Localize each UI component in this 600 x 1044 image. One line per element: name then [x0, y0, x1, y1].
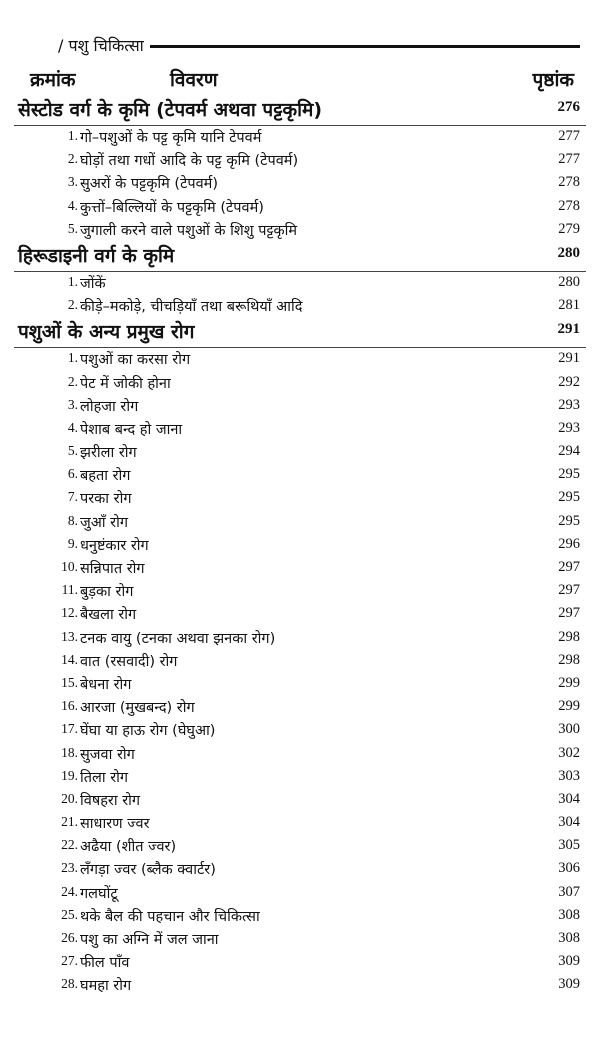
toc-entry [0, 464, 600, 487]
entry-page-number: 297 [558, 582, 580, 599]
entry-page-number: 293 [558, 396, 580, 413]
toc-entry [0, 928, 600, 951]
entry-number: 16. [61, 698, 78, 714]
toc-section [0, 318, 600, 997]
section-heading-row [0, 318, 600, 348]
entry-title: वात (रसवादी) रोग [80, 653, 178, 670]
entry-page-number: 296 [558, 535, 580, 552]
entry-page-number: 277 [558, 151, 580, 168]
entry-title: घोड़ों तथा गधों आदि के पट्ट कृमि (टेपवर्म) [80, 153, 299, 170]
toc-entry [0, 272, 600, 295]
section-heading-row [0, 96, 600, 126]
entry-number: 12. [61, 605, 78, 621]
toc-entry [0, 882, 600, 905]
toc-entry [0, 126, 600, 149]
running-header [58, 32, 580, 58]
entry-number: 5. [67, 443, 78, 459]
entry-title: पेशाब बन्द हो जाना [80, 421, 183, 438]
entry-page-number: 295 [558, 489, 580, 506]
entry-title: पशु का अग्नि में जल जाना [80, 932, 219, 948]
entry-number: 26. [61, 930, 78, 945]
toc-entry [0, 812, 600, 835]
entry-page-number: 295 [558, 466, 580, 483]
entry-page-number: 298 [558, 651, 580, 668]
entry-page-number: 297 [558, 559, 580, 575]
toc-entry [0, 395, 600, 418]
toc-entry [0, 974, 600, 997]
entry-title: सुअरों के पट्टकृमि (टेपवर्म) [80, 176, 219, 193]
entry-title: सुजवा रोग [80, 746, 135, 763]
entry-title: बैखला रोग [80, 607, 137, 624]
toc-entry [0, 295, 600, 318]
entry-number: 8. [67, 512, 78, 528]
toc-entry [0, 372, 600, 395]
entry-number: 14. [61, 651, 78, 667]
entry-page-number: 292 [558, 373, 580, 390]
entry-title: तिला रोग [80, 769, 129, 786]
entry-number: 3. [67, 174, 78, 190]
entry-title: धनुष्टंकार रोग [80, 537, 149, 554]
entry-title: लँगड़ा ज्वर (ब्लैक क्वार्टर) [80, 862, 216, 879]
entry-number: 13. [61, 628, 78, 644]
entry-number: 23. [61, 860, 78, 876]
entry-number: 2. [67, 151, 78, 167]
entry-page-number: 281 [558, 297, 580, 314]
toc-entry [0, 196, 600, 219]
toc-entry [0, 650, 600, 673]
toc-entry [0, 719, 600, 742]
entry-page-number: 294 [558, 443, 580, 460]
toc-entry [0, 149, 600, 172]
entry-number: 20. [61, 790, 78, 806]
entry-page-number: 304 [558, 790, 580, 807]
column-header-description: विवरण [170, 69, 218, 91]
entry-page-number: 298 [558, 628, 580, 645]
toc-entry [0, 487, 600, 510]
entry-page-number: 279 [558, 220, 580, 237]
toc-entry [0, 627, 600, 650]
column-header-serial: क्रमांक [30, 69, 76, 91]
section-page-number: 276 [557, 99, 580, 115]
entry-number: 24. [61, 883, 78, 899]
entry-page-number: 277 [558, 128, 580, 144]
entry-title: पेट में जोकी होना [80, 375, 171, 392]
entry-number: 2. [67, 297, 78, 313]
entry-page-number: 302 [558, 744, 580, 761]
entry-title: आरजा (मुखबन्द) रोग [80, 700, 195, 717]
toc-entry [0, 696, 600, 719]
toc-entry [0, 441, 600, 464]
entry-title: घेंघा या हाऊ रोग (घेघुआ) [80, 723, 216, 740]
toc-entry [0, 951, 600, 974]
toc-entry [0, 858, 600, 881]
toc-entry [0, 603, 600, 626]
entry-number: 1. [67, 128, 78, 143]
section-page-number: 280 [557, 244, 580, 261]
entry-number: 25. [61, 906, 78, 922]
entry-title: जुआँ रोग [80, 514, 129, 531]
entry-page-number: 305 [558, 837, 580, 854]
section-heading-row [0, 242, 600, 272]
header-rule [150, 45, 580, 48]
toc-entry [0, 418, 600, 441]
entry-number: 6. [67, 466, 78, 482]
toc-entry [0, 511, 600, 534]
entry-number: 21. [61, 814, 78, 830]
entry-number: 9. [67, 535, 78, 551]
entry-title: गो–पशुओं के पट्ट कृमि यानि टेपवर्म [80, 130, 262, 146]
entry-title: कीड़े–मकोड़े, चीचड़ियाँ तथा बरूथियाँ आदि [80, 299, 303, 316]
entry-title: साधारण ज्वर [80, 816, 150, 833]
toc-entry [0, 534, 600, 557]
entry-title: कुत्तों–बिल्लियों के पट्टकृमि (टेपवर्म) [80, 199, 264, 216]
toc-entry [0, 905, 600, 928]
entry-title: विषहरा रोग [80, 792, 141, 809]
entry-page-number: 308 [558, 906, 580, 923]
entry-page-number: 291 [558, 350, 580, 367]
entry-page-number: 309 [558, 953, 580, 970]
toc-entry [0, 835, 600, 858]
toc-section [0, 96, 600, 242]
entry-title: गलघोंटू [80, 885, 118, 902]
entry-page-number: 307 [558, 883, 580, 900]
entry-number: 3. [67, 396, 78, 412]
entry-title: जोंकें [80, 275, 106, 292]
entry-number: 1. [67, 273, 78, 289]
entry-page-number: 299 [558, 674, 580, 691]
entry-number: 7. [67, 489, 78, 505]
entry-page-number: 278 [558, 197, 580, 214]
toc-section [0, 242, 600, 318]
entry-number: 27. [61, 953, 78, 969]
section-title: पशुओं के अन्य प्रमुख रोग [18, 321, 195, 344]
entry-number: 11. [61, 582, 78, 598]
entry-number: 19. [61, 767, 78, 783]
entry-number: 2. [67, 373, 78, 389]
entry-number: 18. [61, 744, 78, 760]
section-title: सेस्टोड वर्ग के कृमि (टेपवर्म अथवा पट्टकृमि) [18, 99, 323, 121]
toc-entry [0, 580, 600, 603]
toc-entry [0, 219, 600, 242]
entry-number: 5. [67, 220, 78, 236]
entry-number: 10. [61, 559, 78, 574]
entry-title: फील पाँव [80, 955, 130, 972]
entry-page-number: 300 [558, 721, 580, 738]
entry-page-number: 280 [558, 273, 580, 290]
section-title: हिरूडाइनी वर्ग के कृमि [18, 244, 175, 267]
entry-title: पशुओं का करसा रोग [80, 352, 191, 369]
toc-entry [0, 673, 600, 696]
entry-title: घमहा रोग [80, 978, 132, 995]
entry-title: बहता रोग [80, 468, 131, 485]
entry-title: परका रोग [80, 491, 132, 508]
entry-title: जुगाली करने वाले पशुओं के शिशु पट्टकृमि [80, 222, 298, 239]
entry-page-number: 295 [558, 512, 580, 529]
section-page-number: 291 [557, 321, 580, 338]
entry-page-number: 308 [558, 930, 580, 946]
entry-number: 1. [67, 350, 78, 366]
entry-title: बेधना रोग [80, 676, 132, 693]
entry-title: लोहजा रोग [80, 398, 139, 415]
entry-page-number: 293 [558, 419, 580, 436]
entry-number: 17. [61, 721, 78, 737]
entry-number: 4. [67, 197, 78, 213]
entry-page-number: 304 [558, 814, 580, 831]
entry-title: थके बैल की पहचान और चिकित्सा [80, 908, 260, 925]
entry-number: 4. [67, 419, 78, 435]
entry-title: बुड़का रोग [80, 584, 134, 601]
entry-title: सन्निपात रोग [80, 561, 145, 577]
entry-number: 28. [61, 976, 78, 992]
running-header-title: / पशु चिकित्सा [58, 36, 144, 55]
entry-page-number: 278 [558, 174, 580, 191]
column-header-page: पृष्ठांक [532, 69, 574, 91]
toc-entry [0, 172, 600, 195]
toc-entry [0, 557, 600, 580]
entry-title: झरीला रोग [80, 445, 137, 462]
entry-number: 22. [61, 837, 78, 853]
entry-page-number: 306 [558, 860, 580, 877]
toc-entry [0, 348, 600, 371]
entry-title: टनक वायु (टनका अथवा झनका रोग) [80, 630, 276, 647]
entry-page-number: 297 [558, 605, 580, 622]
entry-title: अढैया (शीत ज्वर) [80, 839, 177, 856]
toc-entry [0, 789, 600, 812]
entry-page-number: 299 [558, 698, 580, 715]
toc-entry [0, 766, 600, 789]
entry-page-number: 309 [558, 976, 580, 993]
entry-number: 15. [61, 674, 78, 690]
toc-entry [0, 743, 600, 766]
entry-page-number: 303 [558, 767, 580, 784]
table-of-contents [0, 96, 600, 998]
